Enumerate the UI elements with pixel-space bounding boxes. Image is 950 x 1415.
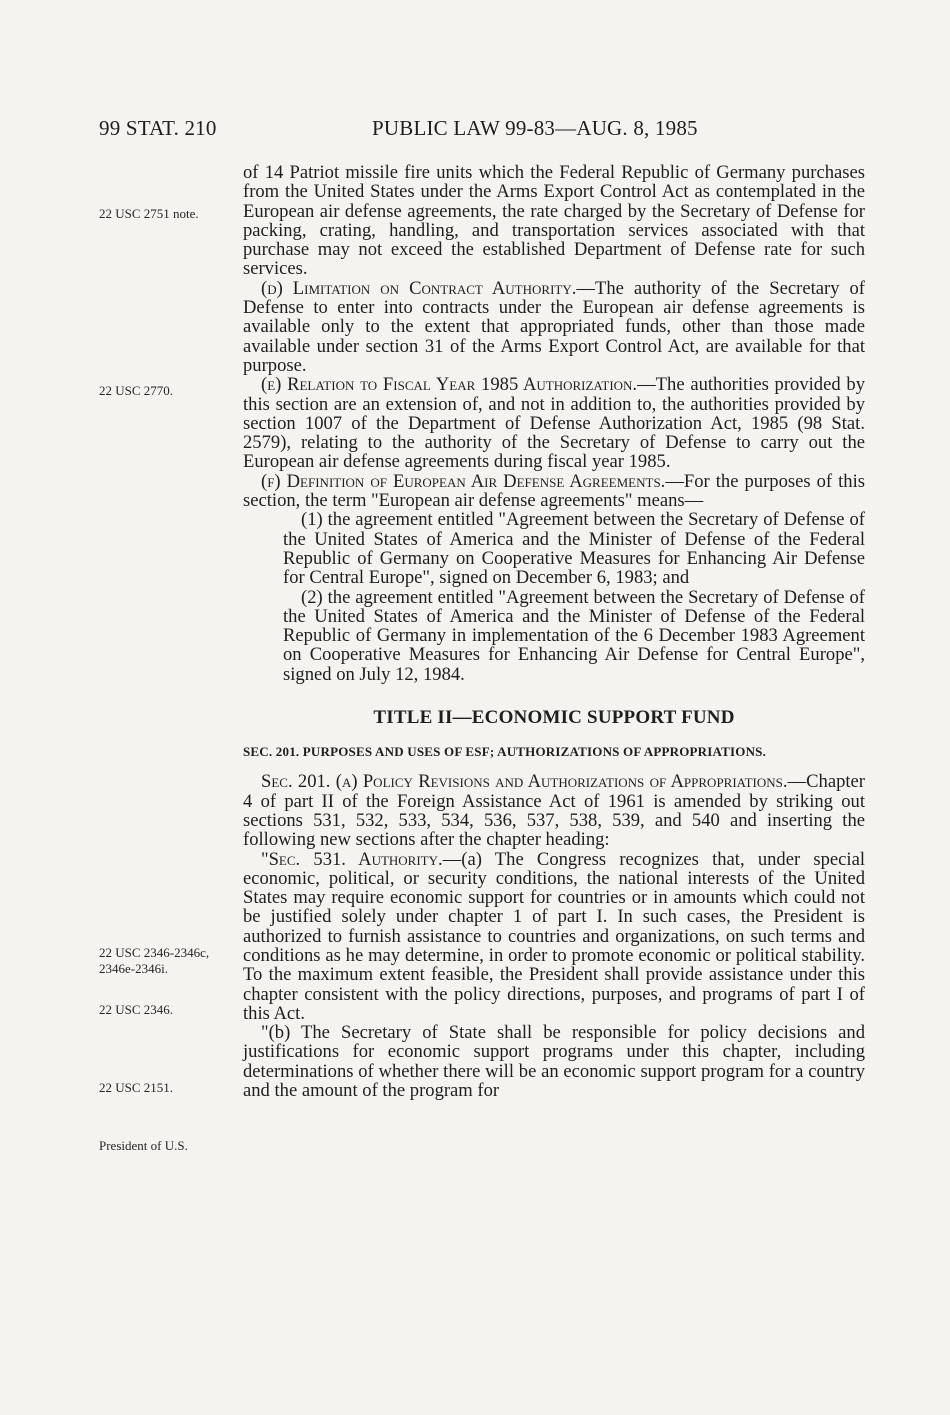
paragraph-f-item-2: (2) the agreement entitled "Agreement between the Secretary of Defense of the United States of America and the Minister of Defense of the Federal Republic of Germany in implementation of the 6 December 1983 Agreement on Cooperative Measures for Enhancing Air Defense for Central Europe", signed on July 12, 1984. xyxy=(283,586,865,685)
section-531-a-text: —(a) The Congress recognizes that, under special economic, political, or security conditions, the national interests of the United States may require economic support for countries or in amounts which could not be justified solely under chapter 1 of part I. In such cases, the President is authorized to furnish assistance to countries and organizations, on such terms and conditions as he may determine, in order to promote economic or political stability. To the maximum extent feasible, the President shall provide assistance under this chapter consistent with the policy directions, purposes, and programs of part I of this Act. xyxy=(243,848,866,1024)
section-201-a xyxy=(243,772,865,849)
section-531-a xyxy=(243,850,865,1024)
stat-page-reference: 99 STAT. 210 xyxy=(99,116,217,140)
margin-note-president: President of U.S. xyxy=(99,1138,188,1153)
paragraph-d-text: —The authority of the Secretary of Defense to enter into contracts under the European air defense agreements is available only to the extent that appropriated funds, other than those made available under section 31 of the Arms Export Control Act, are available for that purpose. xyxy=(243,277,865,376)
paragraph-f xyxy=(243,472,865,511)
section-201-a-text: —Chapter 4 of part II of the Foreign Assistance Act of 1961 is amended by striking out sections 531, 532, 533, 534, 536, 537, 538, 539, and 540 and inserting the following new sections after the chapter heading: xyxy=(243,771,865,851)
margin-note-22usc2346-range: 22 USC 2346-2346c, 2346e-2346i. xyxy=(99,945,210,976)
section-531-heading: "Sec. 531. Authority. xyxy=(261,848,443,870)
paragraph-f-heading: (f) Definition of European Air Defense Agreements. xyxy=(261,470,666,492)
paragraph-f-text: —For the purposes of this section, the term "European air defense agreements" means— xyxy=(243,470,865,512)
page-header-title: PUBLIC LAW 99-83—AUG. 8, 1985 xyxy=(372,116,698,140)
margin-note-22usc2151: 22 USC 2151. xyxy=(99,1080,174,1095)
section-201-a-heading: Sec. 201. (a) Policy Revisions and Authorizations of Appropriations. xyxy=(261,771,788,793)
section-531-b: "(b) The Secretary of State shall be responsible for policy decisions and justifications for economic support programs under this chapter, including determinations of whether there will be an economic support program for a country and the amount of the program for xyxy=(243,1022,865,1102)
paragraph-c-continued: of 14 Patriot missile fire units which the Federal Republic of Germany purchases from the United States under the Arms Export Control Act as contemplated in the European air defense agreements, the rate charged by the Secretary of Defense for packing, crating, handling, and transportation services associated with that purchase may not exceed the established Department of Defense rate for such services. xyxy=(243,162,865,280)
paragraph-d xyxy=(243,279,865,375)
paragraph-e-text: —The authorities provided by this section are an extension of, and not in addition to, the authorities provided by section 1007 of the Department of Defense Authorization Act, 1985 (98 Stat. 2579), relating to the authority of the Secretary of Defense to carry out the European air defense agreements during fiscal year 1985. xyxy=(243,374,865,473)
margin-note-22usc2770: 22 USC 2770. xyxy=(99,383,174,398)
paragraph-e xyxy=(243,375,865,471)
paragraph-d-heading: (d) Limitation on Contract Authority. xyxy=(261,277,577,299)
margin-note-22usc2346: 22 USC 2346. xyxy=(99,1002,174,1017)
title-ii-heading: TITLE II—ECONOMIC SUPPORT FUND xyxy=(373,707,735,729)
paragraph-e-heading: (e) Relation to Fiscal Year 1985 Authorization. xyxy=(261,374,638,396)
margin-note-22usc2751: 22 USC 2751 note. xyxy=(99,206,199,221)
page-body xyxy=(243,163,865,1100)
paragraph-f-item-1: (1) the agreement entitled "Agreement between the Secretary of Defense of the United States of America and the Minister of Defense of the Federal Republic of Germany on Cooperative Measures for Enhancing Air Defense for Central Europe", signed on December 6, 1983; and xyxy=(283,509,865,589)
section-201-heading: SEC. 201. PURPOSES AND USES OF ESF; AUTHORIZATIONS OF APPROPRIATIONS. xyxy=(243,744,767,760)
